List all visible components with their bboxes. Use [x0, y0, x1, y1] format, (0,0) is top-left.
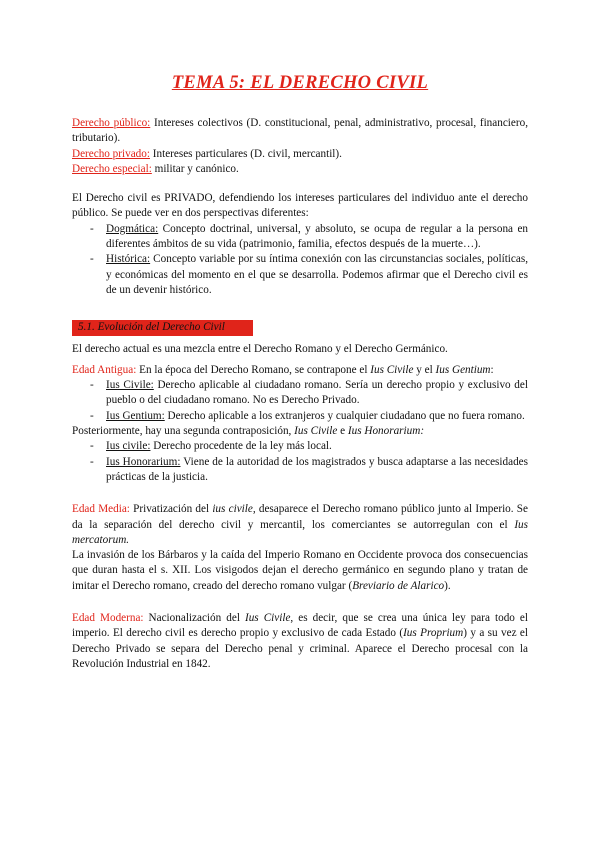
section-heading: 5.1. Evolución del Derecho Civil [72, 320, 253, 335]
list-item: - Ius Gentium: Derecho aplicable a los extranjeros y cualquier ciudadano que no fuera romano. [106, 409, 528, 424]
edad-moderna-paragraph: Edad Moderna: Nacionalización del Ius Civile, es decir, que se crea una única ley para todo el imperio. El derecho civil es derecho propio y exclusivo de cada Estado (Ius Proprium) y a su vez el Derecho Privado se separa del Derecho penal y criminal. Aparece el Derecho procesal con la Revolución Industrial en 1842. [72, 612, 528, 670]
civil-lead-paragraph: El Derecho civil es PRIVADO, defendiendo los intereses particulares del individuo ante el derecho público. Se puede ver en dos perspectivas diferentes: [72, 192, 528, 220]
label-edad-media: Edad Media: [72, 503, 130, 516]
section-lead: El derecho actual es una mezcla entre el Derecho Romano y el Derecho Germánico. [72, 342, 448, 355]
label-edad-moderna: Edad Moderna: [72, 612, 144, 625]
page-title: TEMA 5: EL DERECHO CIVIL [171, 73, 429, 93]
posteriormente-paragraph: Posteriormente, hay una segunda contraposición, Ius Civile e Ius Honorarium: [72, 425, 425, 438]
list-item: - Dogmática: Concepto doctrinal, universal, y absoluto, se ocupa de regular a la persona en diferentes ámbitos de su vida (patrimonio, familia, efectos después de la muerte…). [106, 222, 528, 253]
edad-antigua-paragraph: Edad Antigua: En la época del Derecho Romano, se contrapone el Ius Civile y el Ius Gentium: [72, 363, 494, 376]
list-item: - Ius civile: Derecho procedente de la ley más local. [106, 439, 528, 454]
list-item: - Ius Civile: Derecho aplicable al ciudadano romano. Sería un derecho propio y exclusivo del pueblo o del ciudadano romano. No es Derecho Privado. [106, 378, 528, 409]
term-derecho-privado: Derecho privado: [72, 147, 150, 160]
list-item: - Ius Honorarium: Viene de la autoridad de los magistrados y busca adaptarse a las necesidades prácticas de la justicia. [106, 455, 528, 486]
honorarium-list [72, 439, 528, 485]
perspectives-list [72, 222, 528, 298]
intro-line-privado: Derecho privado: Intereses particulares (D. civil, mercantil). [72, 147, 342, 160]
antigua-list [72, 378, 528, 424]
invasion-paragraph: La invasión de los Bárbaros y la caída del Imperio Romano en Occidente provoca dos consecuencias que duran hasta el s. XII. Los visigodos dejan el derecho germánico en segundo plano y tratan de imitar el Derecho romano, creado del derecho romano vulgar (Breviario de Alarico). [72, 549, 528, 592]
term-derecho-especial: Derecho especial: [72, 162, 152, 175]
label-edad-antigua: Edad Antigua: [72, 363, 137, 376]
list-item: - Histórica: Concepto variable por su íntima conexión con las circunstancias sociales, políticas, y económicas del momento en el que se desarrolla. Podemos afirmar que el Derecho civil es de un devenir histórico. [106, 252, 528, 298]
intro-line-publico: Derecho público: Intereses colectivos (D. constitucional, penal, administrativo, procesal, financiero, tributario). [72, 117, 528, 145]
intro-line-especial: Derecho especial: militar y canónico. [72, 162, 239, 175]
edad-media-paragraph: Edad Media: Privatización del ius civile, desaparece el Derecho romano público junto al Imperio. Se da la separación del derecho civil y mercantil, los comerciantes se autorregulan con el Ius mercatorum. [72, 503, 528, 546]
document-page [72, 72, 528, 672]
term-derecho-publico: Derecho público: [72, 117, 151, 129]
